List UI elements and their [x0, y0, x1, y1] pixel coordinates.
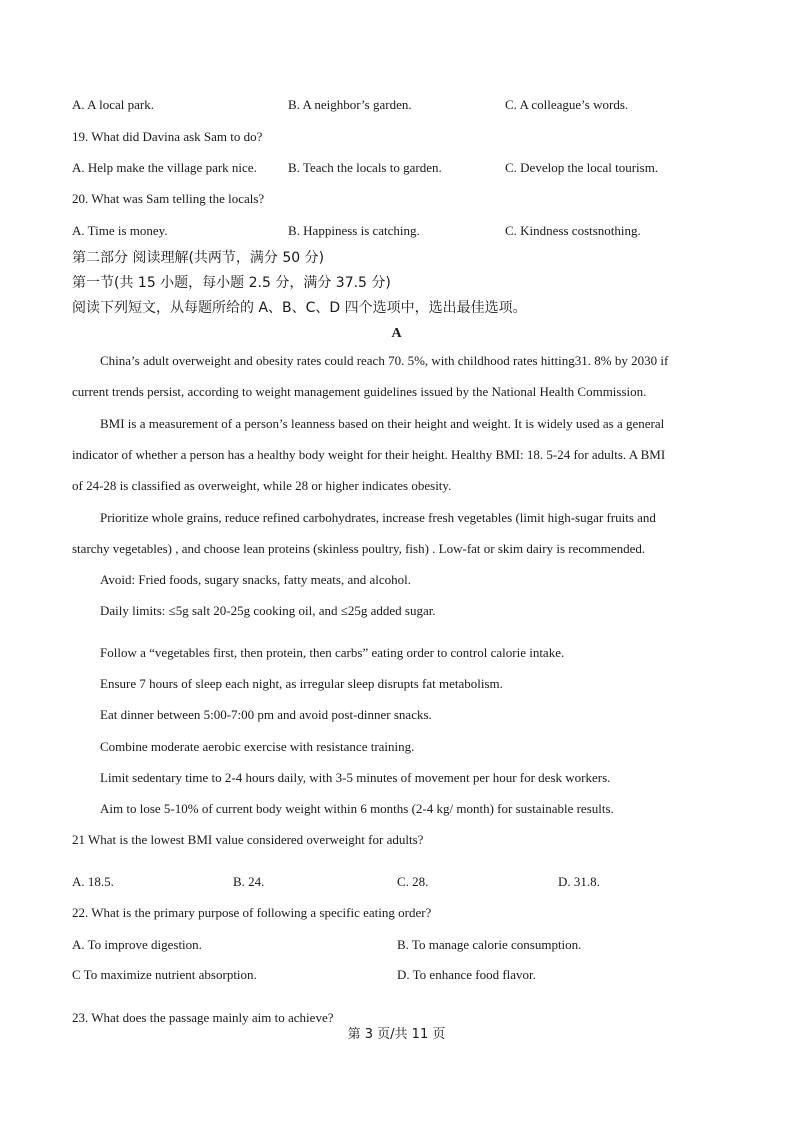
q20-question: 20. What was Sam telling the locals? [72, 191, 265, 206]
instructions: 阅读下列短文，从每题所给的 A、B、C、D 四个选项中，选出最佳选项。 [72, 300, 527, 316]
q18-option-c: C. A colleague’s words. [505, 97, 629, 112]
passage-line: starchy vegetables) , and choose lean proteins (skinless poultry, fish) . Low-fat or skim dairy is recommended. [72, 541, 646, 556]
q22-option-b: B. To manage calorie consumption. [397, 937, 582, 952]
q19-option-b: B. Teach the locals to garden. [288, 160, 442, 175]
passage-line: current trends persist, according to weight management guidelines issued by the National Health Commission. [72, 384, 647, 399]
passage-line: BMI is a measurement of a person’s leanness based on their height and weight. It is widely used as a general [100, 416, 665, 431]
passage-line: Aim to lose 5-10% of current body weight within 6 months (2-4 kg/ month) for sustainable results. [100, 801, 614, 816]
passage-line: Daily limits: ≤5g salt 20-25g cooking oil, and ≤25g added sugar. [100, 603, 436, 618]
q21-question: 21 What is the lowest BMI value considered overweight for adults? [72, 832, 424, 847]
passage-line: indicator of whether a person has a healthy body weight for their height. Healthy BMI: 18. 5-24 for adults. A BMI [72, 447, 666, 462]
q22-option-d: D. To enhance food flavor. [397, 967, 536, 982]
subsection-heading: 第一节(共 15 小题，每小题 2.5 分，满分 37.5 分) [72, 275, 391, 291]
q19-option-a: A. Help make the village park nice. [72, 160, 257, 175]
q22-option-c: C To maximize nutrient absorption. [72, 967, 257, 982]
passage-line: China’s adult overweight and obesity rates could reach 70. 5%, with childhood rates hitting31. 8% by 2030 if [100, 353, 669, 368]
section-heading: 第二部分 阅读理解(共两节，满分 50 分) [72, 250, 325, 266]
passage-line: Ensure 7 hours of sleep each night, as irregular sleep disrupts fat metabolism. [100, 676, 503, 691]
passage-label: A [391, 326, 402, 341]
q23-question: 23. What does the passage mainly aim to achieve? [72, 1010, 334, 1025]
passage-line: Combine moderate aerobic exercise with resistance training. [100, 739, 415, 754]
q21-option-d: D. 31.8. [558, 874, 600, 889]
q21-option-a: A. 18.5. [72, 874, 114, 889]
q21-option-b: B. 24. [233, 874, 265, 889]
q18-option-a: A. A local park. [72, 97, 154, 112]
q21-option-c: C. 28. [397, 874, 429, 889]
q22-option-a: A. To improve digestion. [72, 937, 202, 952]
passage-line: Follow a “vegetables first, then protein, then carbs” eating order to control calorie intake. [100, 645, 565, 660]
passage-line: Eat dinner between 5:00-7:00 pm and avoid post-dinner snacks. [100, 707, 432, 722]
passage-line: Avoid: Fried foods, sugary snacks, fatty meats, and alcohol. [100, 572, 411, 587]
q19-option-c: C. Develop the local tourism. [505, 160, 659, 175]
q20-option-c: C. Kindness costsnothing. [505, 223, 641, 238]
passage-line: Prioritize whole grains, reduce refined carbohydrates, increase fresh vegetables (limit high-sugar fruits and [100, 510, 656, 525]
q19-question: 19. What did Davina ask Sam to do? [72, 129, 263, 144]
q22-question: 22. What is the primary purpose of following a specific eating order? [72, 905, 432, 920]
page-footer: 第 3 页/共 11 页 [347, 1027, 446, 1042]
passage-line: Limit sedentary time to 2-4 hours daily, with 3-5 minutes of movement per hour for desk workers. [100, 770, 611, 785]
q20-option-b: B. Happiness is catching. [288, 223, 420, 238]
passage-line: of 24-28 is classified as overweight, while 28 or higher indicates obesity. [72, 478, 452, 493]
q18-option-b: B. A neighbor’s garden. [288, 97, 412, 112]
q20-option-a: A. Time is money. [72, 223, 168, 238]
